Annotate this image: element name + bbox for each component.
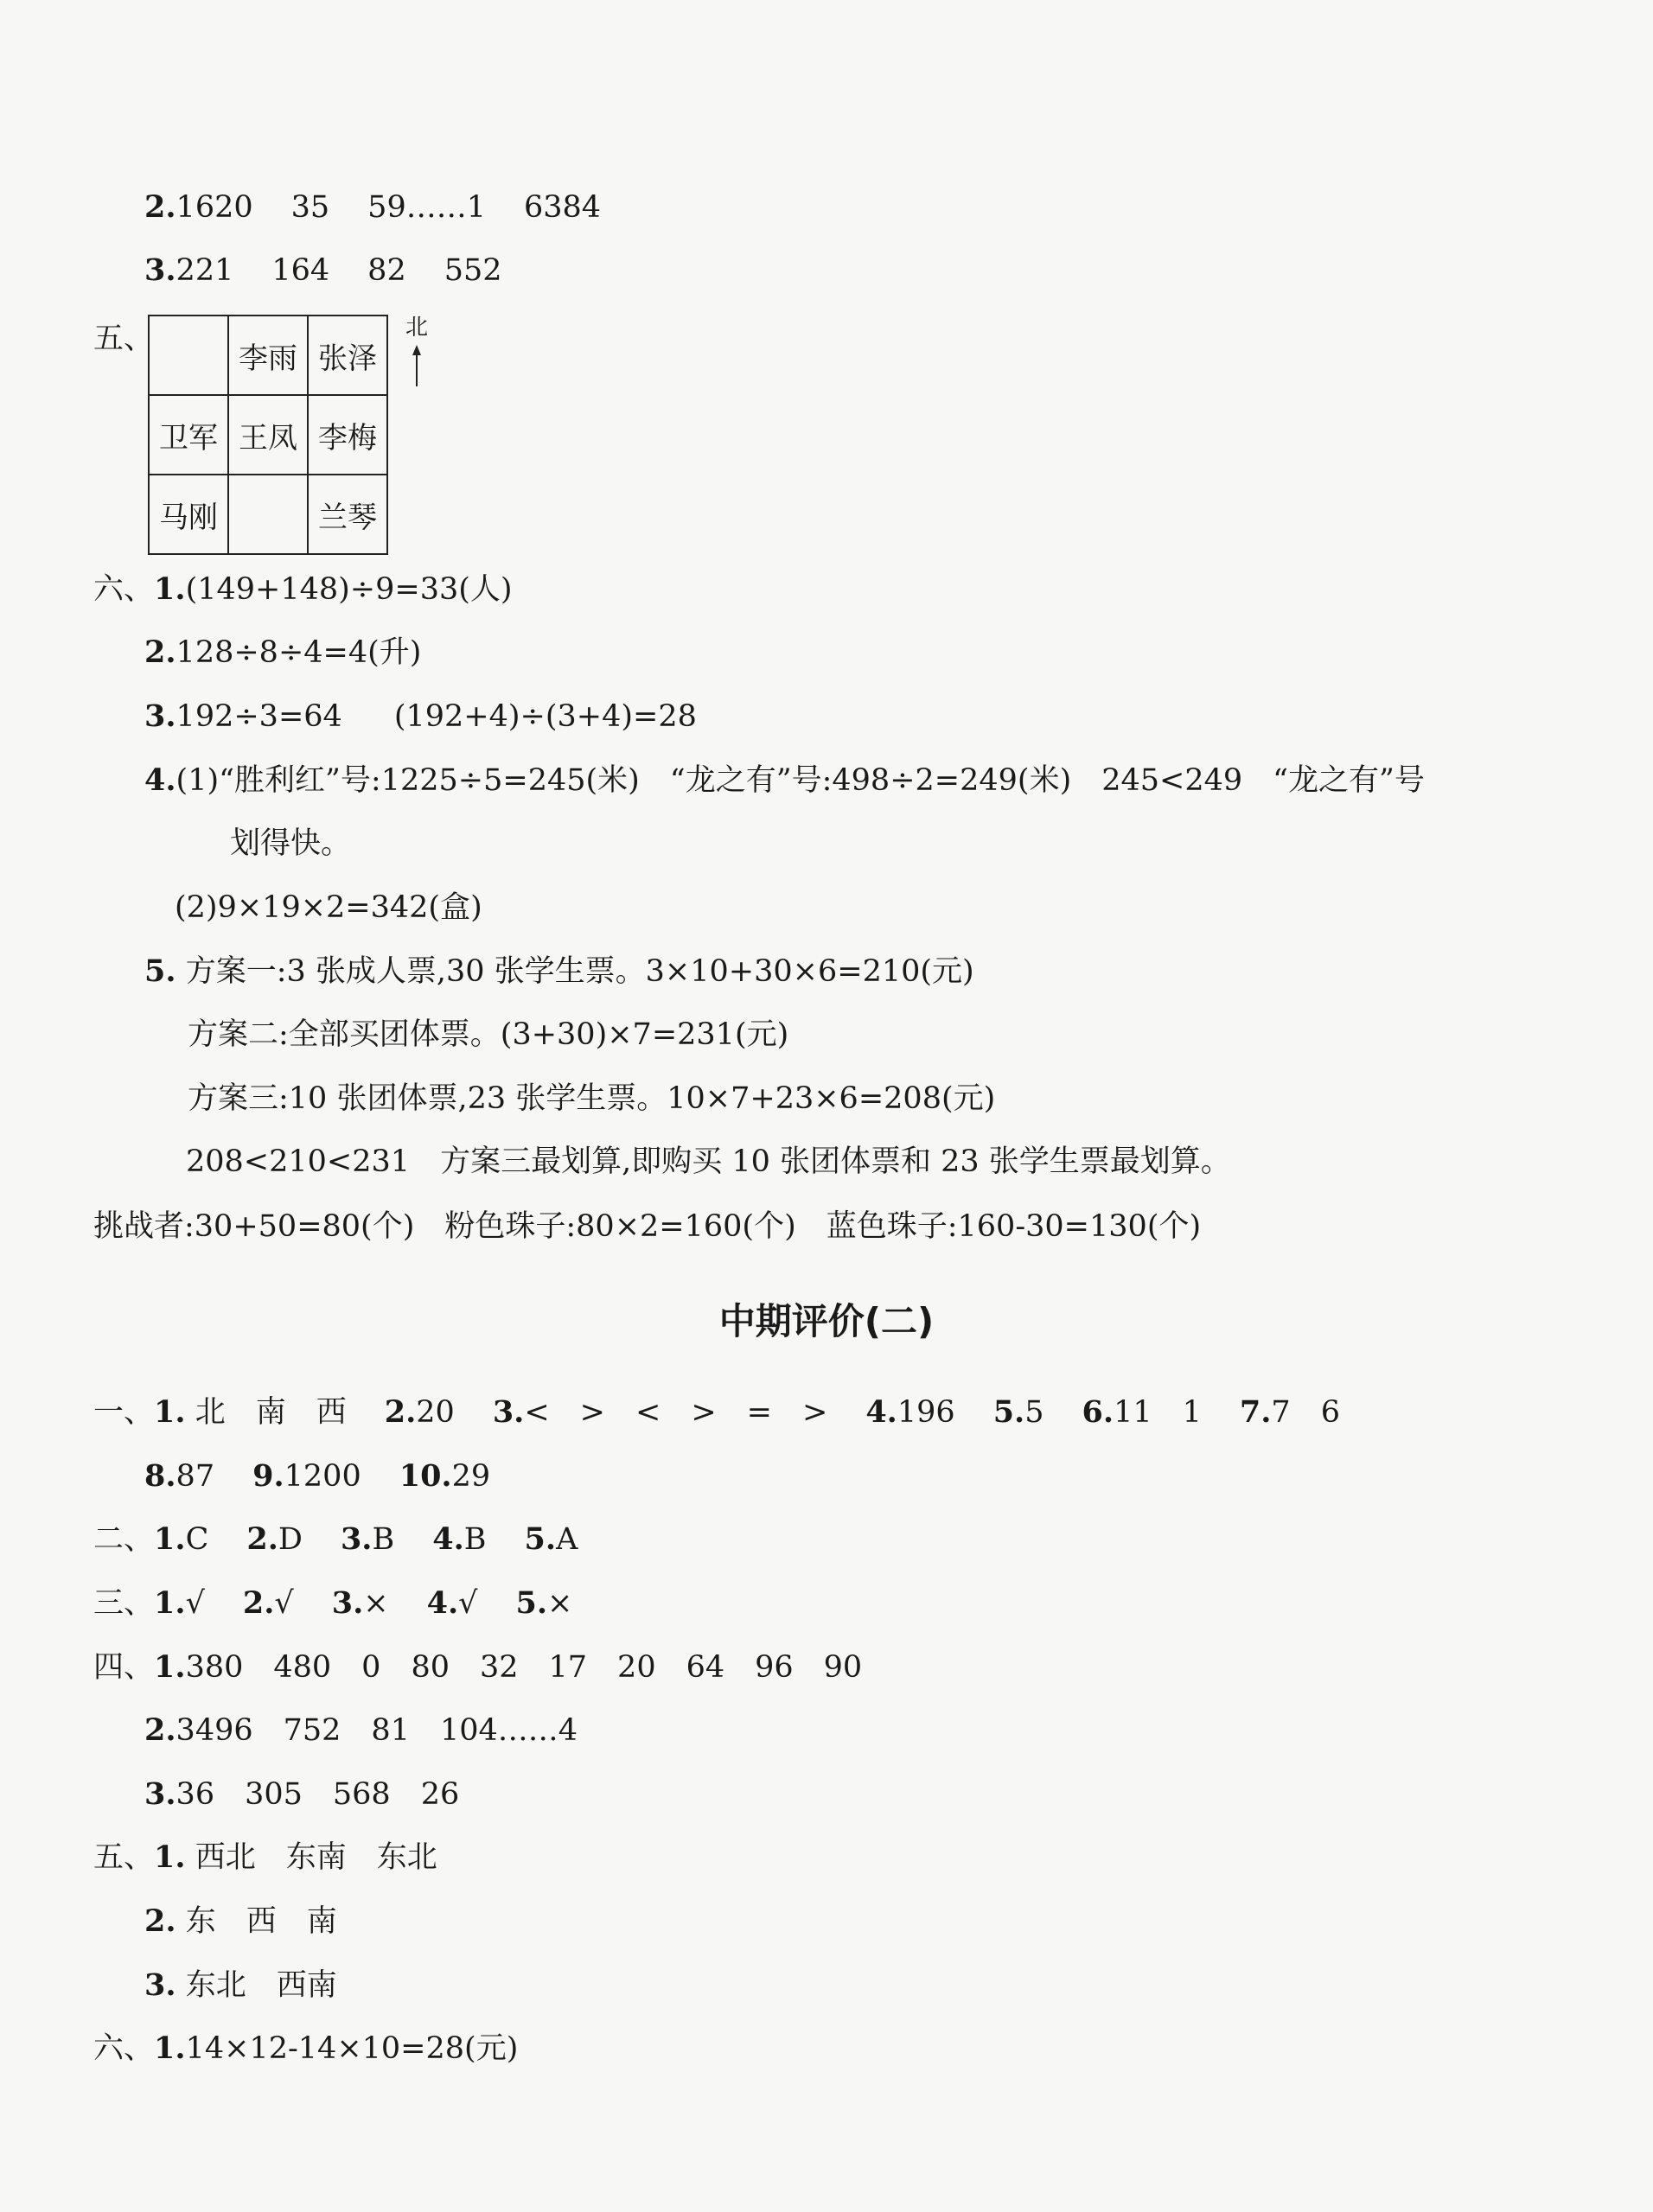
item-number: 6. bbox=[1082, 1394, 1114, 1430]
p2-s4-line3 bbox=[144, 1774, 459, 1815]
answer-value: 552 bbox=[444, 253, 502, 288]
item-number: 3. bbox=[331, 1585, 364, 1621]
answer-value: 7 6 bbox=[1271, 1395, 1340, 1430]
q6-5-line4 bbox=[186, 1141, 1231, 1182]
section-label: 六、 bbox=[93, 2031, 155, 2066]
grid-cell: 王凤 bbox=[228, 395, 308, 475]
item-number: 3. bbox=[144, 1776, 176, 1812]
answer-text: 东北 西南 bbox=[185, 1968, 337, 2003]
section-label: 五、 bbox=[93, 1840, 155, 1875]
item-number: 3. bbox=[340, 1521, 373, 1557]
item-number: 3. bbox=[492, 1394, 525, 1430]
p2-s5-line2 bbox=[144, 1901, 337, 1942]
p2-s1-line2 bbox=[144, 1456, 490, 1497]
answer-value: × bbox=[363, 1586, 389, 1621]
q6-1 bbox=[93, 569, 513, 610]
item-number: 5. bbox=[144, 953, 176, 989]
item-number: 1. bbox=[154, 1649, 186, 1685]
section-label: 四、 bbox=[93, 1650, 155, 1685]
item-number: 1. bbox=[154, 2030, 186, 2066]
p2-s4-line2 bbox=[144, 1710, 578, 1751]
grid-cell: 李雨 bbox=[228, 316, 308, 395]
item-number: 2. bbox=[384, 1394, 417, 1430]
p2-s5-line3 bbox=[144, 1965, 337, 2006]
answer-text: 挑战者:30+50=80(个) 粉色珠子:80×2=160(个) 蓝色珠子:160-30=130(个) bbox=[93, 1209, 1202, 1244]
item-number: 3. bbox=[144, 1967, 176, 2003]
answer-value: 35 bbox=[290, 190, 330, 225]
grid-cell: 马刚 bbox=[149, 475, 228, 554]
section-label-5 bbox=[93, 318, 154, 360]
north-label: 北 bbox=[405, 315, 428, 341]
item-number: 2. bbox=[144, 1903, 176, 1939]
answer-value: 87 bbox=[176, 1459, 215, 1494]
answer-text: 划得快。 bbox=[230, 826, 352, 861]
item-number: 4. bbox=[426, 1585, 459, 1621]
seating-grid bbox=[148, 315, 388, 555]
answer-value: B bbox=[463, 1522, 487, 1557]
answer-text: 东 西 南 bbox=[185, 1904, 337, 1939]
north-arrow-icon bbox=[411, 345, 423, 386]
section-label: 二、 bbox=[93, 1522, 155, 1557]
answer-value: √ bbox=[185, 1586, 205, 1621]
answer-text: (192+4)÷(3+4)=28 bbox=[393, 699, 697, 734]
answer-text: (149+148)÷9=33(人) bbox=[185, 572, 513, 607]
item-number: 2. bbox=[144, 189, 176, 225]
answer-text: 方案三:10 张团体票,23 张学生票。10×7+23×6=208(元) bbox=[188, 1081, 996, 1116]
answer-value: 59……1 bbox=[367, 190, 486, 225]
section-label: 六、 bbox=[93, 572, 155, 607]
answer-value: 82 bbox=[367, 253, 406, 288]
item-number: 4. bbox=[144, 762, 176, 798]
answer-value: D bbox=[278, 1522, 303, 1557]
p2-s5-line1 bbox=[93, 1837, 437, 1878]
answer-value: 北 南 西 bbox=[195, 1395, 347, 1430]
q6-5-line1 bbox=[144, 951, 974, 992]
p2-s1-line1 bbox=[93, 1392, 1340, 1433]
q6-4-line1 bbox=[144, 760, 1425, 801]
answer-value: 5 bbox=[1024, 1395, 1044, 1430]
grid-cell: 兰琴 bbox=[308, 475, 387, 554]
answer-value: 196 bbox=[897, 1395, 955, 1430]
item-number: 2. bbox=[144, 634, 176, 670]
item-number: 2. bbox=[144, 1712, 176, 1748]
p2-s3 bbox=[93, 1583, 572, 1624]
answer-value: A bbox=[556, 1522, 578, 1557]
q6-5-line2 bbox=[188, 1014, 788, 1055]
item-number: 1. bbox=[154, 1394, 186, 1430]
item-number: 3. bbox=[144, 252, 176, 288]
answer-text: 西北 东南 东北 bbox=[195, 1840, 437, 1875]
section-label: 五、 bbox=[93, 322, 155, 356]
section-label: 一、 bbox=[93, 1395, 155, 1430]
item-number: 9. bbox=[252, 1458, 284, 1494]
answer-value: 221 bbox=[176, 253, 234, 288]
answer-value: 1620 bbox=[176, 190, 253, 225]
q6-3 bbox=[144, 696, 697, 737]
item-number: 1. bbox=[154, 1585, 186, 1621]
item-number: 2. bbox=[242, 1585, 275, 1621]
item-number: 7. bbox=[1239, 1394, 1272, 1430]
answer-value: B bbox=[372, 1522, 395, 1557]
p2-s2 bbox=[93, 1519, 578, 1560]
answer-value: < > < > = > bbox=[524, 1395, 828, 1430]
answer-line-2 bbox=[144, 187, 601, 228]
answer-text: 192÷3=64 bbox=[176, 699, 342, 734]
answer-value: √ bbox=[458, 1586, 478, 1621]
answer-value: × bbox=[547, 1586, 573, 1621]
item-number: 4. bbox=[865, 1394, 897, 1430]
answer-value: 6384 bbox=[523, 190, 602, 225]
answer-value: 20 bbox=[416, 1395, 455, 1430]
item-number: 1. bbox=[154, 1839, 186, 1875]
section-title: 中期评价(二) bbox=[718, 1300, 935, 1342]
grid-cell bbox=[228, 475, 308, 554]
item-number: 3. bbox=[144, 698, 176, 734]
grid-cell bbox=[149, 316, 228, 395]
answer-text: 208<210<231 方案三最划算,即购买 10 张团体票和 23 张学生票最划算。 bbox=[186, 1144, 1231, 1179]
q6-5-line3 bbox=[188, 1078, 995, 1119]
section-label: 三、 bbox=[93, 1586, 155, 1621]
answer-value: 11 1 bbox=[1114, 1395, 1202, 1430]
grid-cell: 李梅 bbox=[308, 395, 387, 475]
answer-text: 方案二:全部买团体票。(3+30)×7=231(元) bbox=[188, 1017, 789, 1052]
item-number: 8. bbox=[144, 1458, 176, 1494]
challenge-line bbox=[93, 1206, 1201, 1247]
answer-value: 1200 bbox=[284, 1459, 361, 1494]
answer-text: 128÷8÷4=4(升) bbox=[176, 635, 422, 670]
q6-4-line3 bbox=[175, 887, 482, 928]
answer-value: 164 bbox=[271, 253, 330, 288]
answer-text: 3496 752 81 104……4 bbox=[176, 1713, 578, 1748]
item-number: 5. bbox=[524, 1521, 557, 1557]
item-number: 5. bbox=[515, 1585, 548, 1621]
item-number: 5. bbox=[992, 1394, 1025, 1430]
answer-text: 方案一:3 张成人票,30 张学生票。3×10+30×6=210(元) bbox=[185, 954, 974, 989]
item-number: 1. bbox=[154, 1521, 186, 1557]
p2-s6-line1 bbox=[93, 2028, 518, 2069]
item-number: 4. bbox=[432, 1521, 464, 1557]
q6-4-line2 bbox=[230, 823, 351, 864]
answer-text: 14×12-14×10=28(元) bbox=[185, 2031, 519, 2066]
answer-value: 29 bbox=[451, 1459, 491, 1494]
answer-text: (1)“胜利红”号:1225÷5=245(米) “龙之有”号:498÷2=249(米) 245<249 “龙之有”号 bbox=[176, 763, 1425, 798]
item-number: 2. bbox=[246, 1521, 278, 1557]
answer-line-3 bbox=[144, 250, 502, 291]
item-number: 10. bbox=[399, 1458, 452, 1494]
item-number: 1. bbox=[154, 571, 186, 607]
grid-cell: 卫军 bbox=[149, 395, 228, 475]
p2-s4-line1 bbox=[93, 1647, 862, 1688]
answer-text: (2)9×19×2=342(盒) bbox=[175, 890, 482, 925]
answer-value: C bbox=[185, 1522, 209, 1557]
north-indicator bbox=[399, 309, 434, 387]
q6-2 bbox=[144, 632, 421, 673]
answer-value: √ bbox=[274, 1586, 294, 1621]
grid-cell: 张泽 bbox=[308, 316, 387, 395]
answer-text: 36 305 568 26 bbox=[176, 1777, 460, 1812]
answer-text: 380 480 0 80 32 17 20 64 96 90 bbox=[185, 1650, 863, 1685]
